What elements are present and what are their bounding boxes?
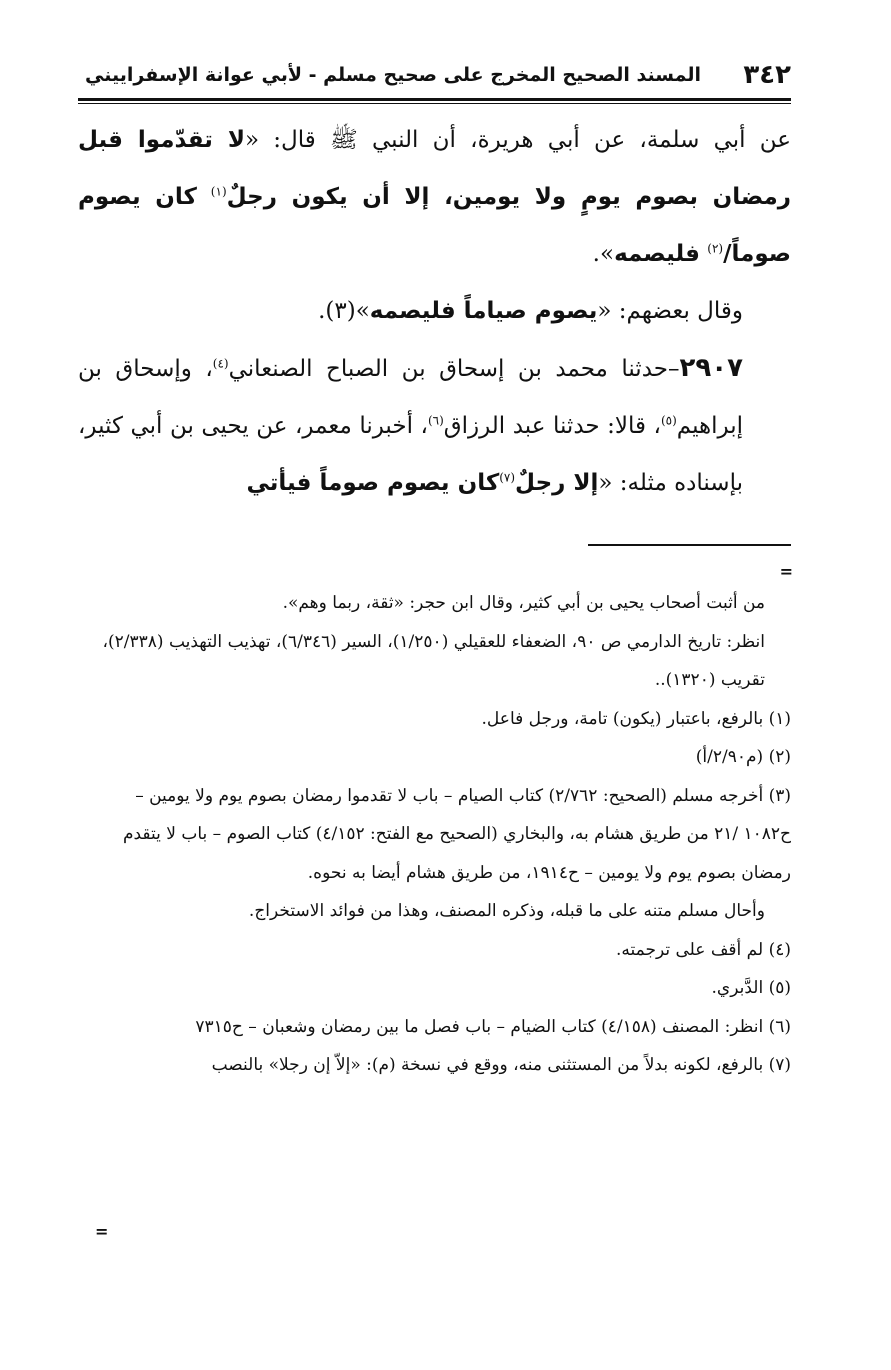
- text-run: ، وإسحاق بن إبراهيم: [78, 356, 744, 439]
- footnote-ref[interactable]: (٤): [212, 356, 229, 371]
- text-run: وقال بعضهم: «: [597, 298, 743, 324]
- hadith-number: ٢٩٠٧: [679, 353, 743, 383]
- footnote-4: (٤) لم أقف على ترجمته.: [615, 939, 791, 960]
- header-rule-thick: [78, 98, 791, 101]
- continuation-mark: =: [779, 562, 793, 581]
- hadith-text: كان يصوم صوماً/: [78, 184, 791, 267]
- footnote-ref[interactable]: (٥): [660, 413, 677, 428]
- footnote-ref[interactable]: (٧): [499, 470, 516, 485]
- hadith-text: يصوم صياماً فليصمه: [369, 298, 598, 324]
- page-header: [78, 58, 791, 98]
- text-run: ، قالا: حدثنا عبد الرزاق: [443, 413, 661, 439]
- footnote-3: (٣) أخرجه مسلم (الصحيح: ٢/٧٦٢) كتاب الصيام – باب لا تقدموا رمضان بصوم يوم ولا يومين – ح١٠٨٢ /٢١ من طريق هشام به، والبخاري (الصحيح مع الفتح: ٤/١٥٢) كتاب الصوم – باب لا يتقدم رمضان بصوم يوم ولا يومين – ح١٩١٤، من طريق هشام أيضا به نحوه.: [122, 785, 791, 883]
- footnote-continuation: انظر: تاريخ الدارمي ص ٩٠، الضعفاء للعقيلي (١/٢٥٠)، السير (٦/٣٤٦)، تهذيب التهذيب (٢/٣٣٨)، تقريب (١٣٢٠)..: [102, 631, 765, 690]
- footnote-3-continued: وأحال مسلم متنه على ما قبله، وذكره المصنف، وهذا من فوائد الاستخراج.: [248, 901, 765, 921]
- footnote-1: (١) بالرفع، باعتبار (يكون) تامة، ورجل فاعل.: [481, 708, 791, 729]
- header-rule-thin: [78, 103, 791, 104]
- footnote-ref[interactable]: (٦): [427, 413, 444, 428]
- footnote-ref[interactable]: (١): [210, 184, 227, 199]
- text-run: عن أبي سلمة، عن أبي هريرة، أن النبي ﷺ قال: «: [244, 127, 792, 153]
- paragraph-3: [78, 340, 791, 512]
- footnote-6: (٦) انظر: المصنف (٤/١٥٨) كتاب الضيام – باب فصل ما بين رمضان وشعبان – ح٧٣١٥: [195, 1016, 791, 1037]
- running-title: المسند الصحيح المخرج على صحيح مسلم - لأبي عوانة الإسفراييني: [85, 64, 701, 86]
- end-continuation-mark: =: [95, 1222, 109, 1241]
- footnote-2: (٢) (م٢/٩٠/أ): [695, 747, 791, 767]
- text-run: –حدثنا محمد بن إسحاق بن الصباح الصنعاني: [228, 356, 680, 382]
- footnote-7: (٧) بالرفع، لكونه بدلاً من المستثنى منه، ووقع في نسخة (م): «إلاّ إن رجلا» بالنصب: [211, 1055, 791, 1075]
- main-text: [78, 112, 791, 512]
- footnote-continuation: من أثبت أصحاب يحيى بن أبي كثير، وقال ابن حجر: «ثقة، ربما وهم».: [282, 593, 765, 613]
- paragraph-1: [78, 112, 791, 283]
- footnote-ref[interactable]: »(٣).: [318, 298, 370, 324]
- hadith-text: كان يصوم صوماً فيأتي: [246, 470, 500, 496]
- hadith-text: إلا رجلٌ: [515, 470, 599, 496]
- hadith-text: لا تقدّموا قبل رمضان بصوم يومٍ ولا يومين، إلا أن يكون رجلٌ: [78, 127, 792, 210]
- footnote-ref[interactable]: (٢): [707, 241, 724, 256]
- hadith-text: فليصمه: [614, 241, 700, 267]
- footnote-separator: [588, 544, 791, 546]
- text-run: ».: [592, 241, 615, 267]
- text-run: ، أخبرنا معمر، عن يحيى بن أبي كثير، بإسناده مثله: «: [78, 413, 743, 496]
- paragraph-2: [78, 283, 791, 340]
- footnotes: [100, 584, 791, 1085]
- page-number: ٣٤٢: [743, 60, 791, 90]
- footnote-5: (٥) الدَّبري.: [711, 978, 791, 998]
